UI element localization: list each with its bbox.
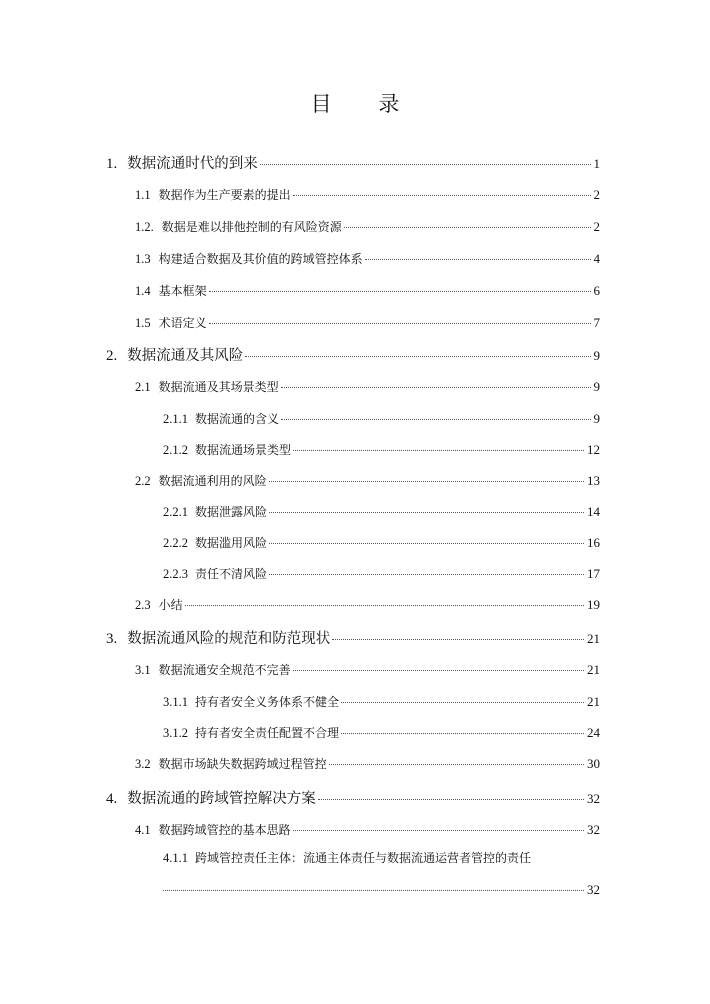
toc-entry-title: 数据流通风险的规范和防范现状 (127, 631, 331, 647)
toc-entry-number: 1.5 (135, 316, 151, 330)
dot-leader (281, 419, 590, 420)
dot-leader (341, 733, 584, 734)
dot-leader (269, 574, 584, 575)
toc-entry-number: 1.4 (135, 284, 151, 298)
toc-entry-wrapped[interactable] (163, 849, 531, 866)
toc-entry[interactable] (135, 186, 600, 203)
toc-entry-page: 21 (587, 694, 600, 709)
toc-entry-number: 2.3 (135, 598, 151, 612)
toc-entry-number: 2. (106, 348, 118, 364)
dot-leader (293, 450, 584, 451)
toc-entry-title: 持有者安全义务体系不健全 (195, 695, 340, 709)
toc-entry-page: 7 (593, 315, 600, 330)
toc-entry-number: 4.1 (135, 823, 151, 837)
toc-entry-number: 2.2.2 (163, 536, 188, 550)
toc-entry[interactable] (106, 627, 600, 648)
toc-entry-title: 数据流通及其场景类型 (158, 380, 279, 394)
dot-leader (269, 543, 584, 544)
toc-entry[interactable] (163, 534, 600, 551)
dot-leader (293, 830, 584, 831)
toc-entry-number: 3.2 (135, 757, 151, 771)
toc-entry-page: 6 (593, 283, 600, 298)
toc-entry-page: 21 (587, 631, 600, 646)
toc-entry[interactable] (135, 661, 600, 678)
toc-entry-page: 4 (593, 251, 600, 266)
toc-entry[interactable] (135, 250, 600, 267)
toc-entry[interactable] (163, 410, 600, 427)
dot-leader (163, 890, 584, 891)
toc-entry-title: 数据泄露风险 (195, 505, 268, 519)
dot-leader (245, 356, 590, 357)
dot-leader (209, 291, 591, 292)
toc-entry[interactable] (163, 565, 600, 582)
toc-entry-number: 2.2.3 (163, 567, 188, 581)
toc-entry[interactable] (135, 821, 600, 838)
toc-entry-page: 14 (587, 504, 600, 519)
toc-entry-page: 24 (587, 725, 600, 740)
toc-entry-title: 术语定义 (158, 316, 207, 330)
toc-entry-number: 2.1.2 (163, 443, 188, 457)
toc-entry[interactable] (135, 378, 600, 395)
toc-entry-number: 4. (106, 791, 118, 807)
toc-entry-title: 持有者安全责任配置不合理 (195, 726, 340, 740)
toc-entry-number: 3.1.1 (163, 695, 188, 709)
dot-leader (344, 227, 591, 228)
toc-entry-title: 数据作为生产要素的提出 (158, 188, 291, 202)
toc-entry-page: 9 (593, 379, 600, 394)
toc-entry-number: 3. (106, 631, 118, 647)
toc-entry[interactable] (163, 441, 600, 458)
toc-entry-title: 数据流通安全规范不完善 (158, 663, 291, 677)
dot-leader (318, 799, 584, 800)
toc-entry[interactable] (163, 503, 600, 520)
toc-entry-title: 数据滥用风险 (195, 536, 268, 550)
dot-leader (329, 764, 584, 765)
toc-entry[interactable] (163, 724, 600, 741)
toc-entry-title: 数据流通利用的风险 (158, 474, 267, 488)
toc-entry-title: 小结 (158, 598, 183, 612)
toc-entry-number: 3.1 (135, 663, 151, 677)
toc-entry-page: 16 (587, 535, 600, 550)
dot-leader (365, 259, 591, 260)
toc-entry-page: 12 (587, 442, 600, 457)
toc-entry-title: 数据流通场景类型 (195, 443, 292, 457)
dot-leader (281, 387, 591, 388)
toc-entry-page: 2 (593, 187, 600, 202)
toc-entry[interactable] (135, 472, 600, 489)
toc-entry-page: 9 (593, 348, 600, 363)
toc-entry-title: 跨域管控责任主体：流通主体责任与数据流通运营者管控的责任 (195, 851, 532, 865)
toc-entry-number: 2.1.1 (163, 412, 188, 426)
toc-entry-page: 17 (587, 566, 600, 581)
toc-entry-title: 数据跨域管控的基本思路 (158, 823, 291, 837)
toc-entry-title: 构建适合数据及其价值的跨域管控体系 (158, 252, 363, 266)
toc-entry[interactable] (135, 218, 600, 235)
dot-leader (209, 323, 591, 324)
toc-entry-page: 21 (587, 662, 600, 677)
toc-entry-title: 数据流通及其风险 (127, 348, 244, 364)
toc-entry-title: 数据流通的跨域管控解决方案 (127, 791, 316, 807)
dot-leader (332, 639, 584, 640)
dot-leader (260, 164, 591, 165)
toc-entry-number: 4.1.1 (163, 851, 188, 865)
dot-leader (293, 195, 591, 196)
toc-entry-page: 32 (587, 882, 600, 897)
toc-entry[interactable] (135, 755, 600, 772)
toc-entry-title: 责任不清风险 (195, 567, 268, 581)
dot-leader (341, 702, 584, 703)
toc-entry-number: 3.1.2 (163, 726, 188, 740)
dot-leader (185, 605, 584, 606)
toc-entry-title: 数据是难以排他控制的有风险资源 (161, 220, 342, 234)
toc-entry[interactable] (135, 596, 600, 613)
toc-entry-number: 2.1 (135, 380, 151, 394)
toc-entry-continuation (163, 882, 600, 898)
toc-entry-page: 9 (593, 411, 600, 426)
toc-entry-number: 1.2. (135, 220, 154, 234)
toc-entry[interactable] (135, 314, 600, 331)
toc-entry-page: 19 (587, 597, 600, 612)
toc-entry-page: 30 (587, 756, 600, 771)
toc-entry[interactable] (163, 693, 600, 710)
toc-entry-page: 32 (587, 822, 600, 837)
toc-entry-page: 2 (593, 219, 600, 234)
toc-entry-title: 基本框架 (158, 284, 207, 298)
toc-entry-number: 1.1 (135, 188, 151, 202)
dot-leader (293, 670, 584, 671)
toc-entry[interactable] (106, 344, 600, 365)
toc-entry[interactable] (135, 282, 600, 299)
toc-entry[interactable] (106, 787, 600, 808)
toc-entry-page: 32 (587, 791, 600, 806)
dot-leader (269, 481, 584, 482)
toc-entry-page: 13 (587, 473, 600, 488)
toc-entry[interactable] (106, 152, 600, 173)
toc-entry-title: 数据市场缺失数据跨域过程管控 (158, 757, 327, 771)
dot-leader (269, 512, 584, 513)
toc-entry-title: 数据流通的含义 (195, 412, 280, 426)
toc-entry-title: 数据流通时代的到来 (127, 156, 258, 172)
toc-entry-page: 1 (593, 156, 600, 171)
toc-entry-number: 2.2.1 (163, 505, 188, 519)
toc-entry-number: 2.2 (135, 474, 151, 488)
toc-entry-number: 1.3 (135, 252, 151, 266)
page-title: 目 录 (310, 92, 420, 116)
toc-entry-number: 1. (106, 156, 118, 172)
